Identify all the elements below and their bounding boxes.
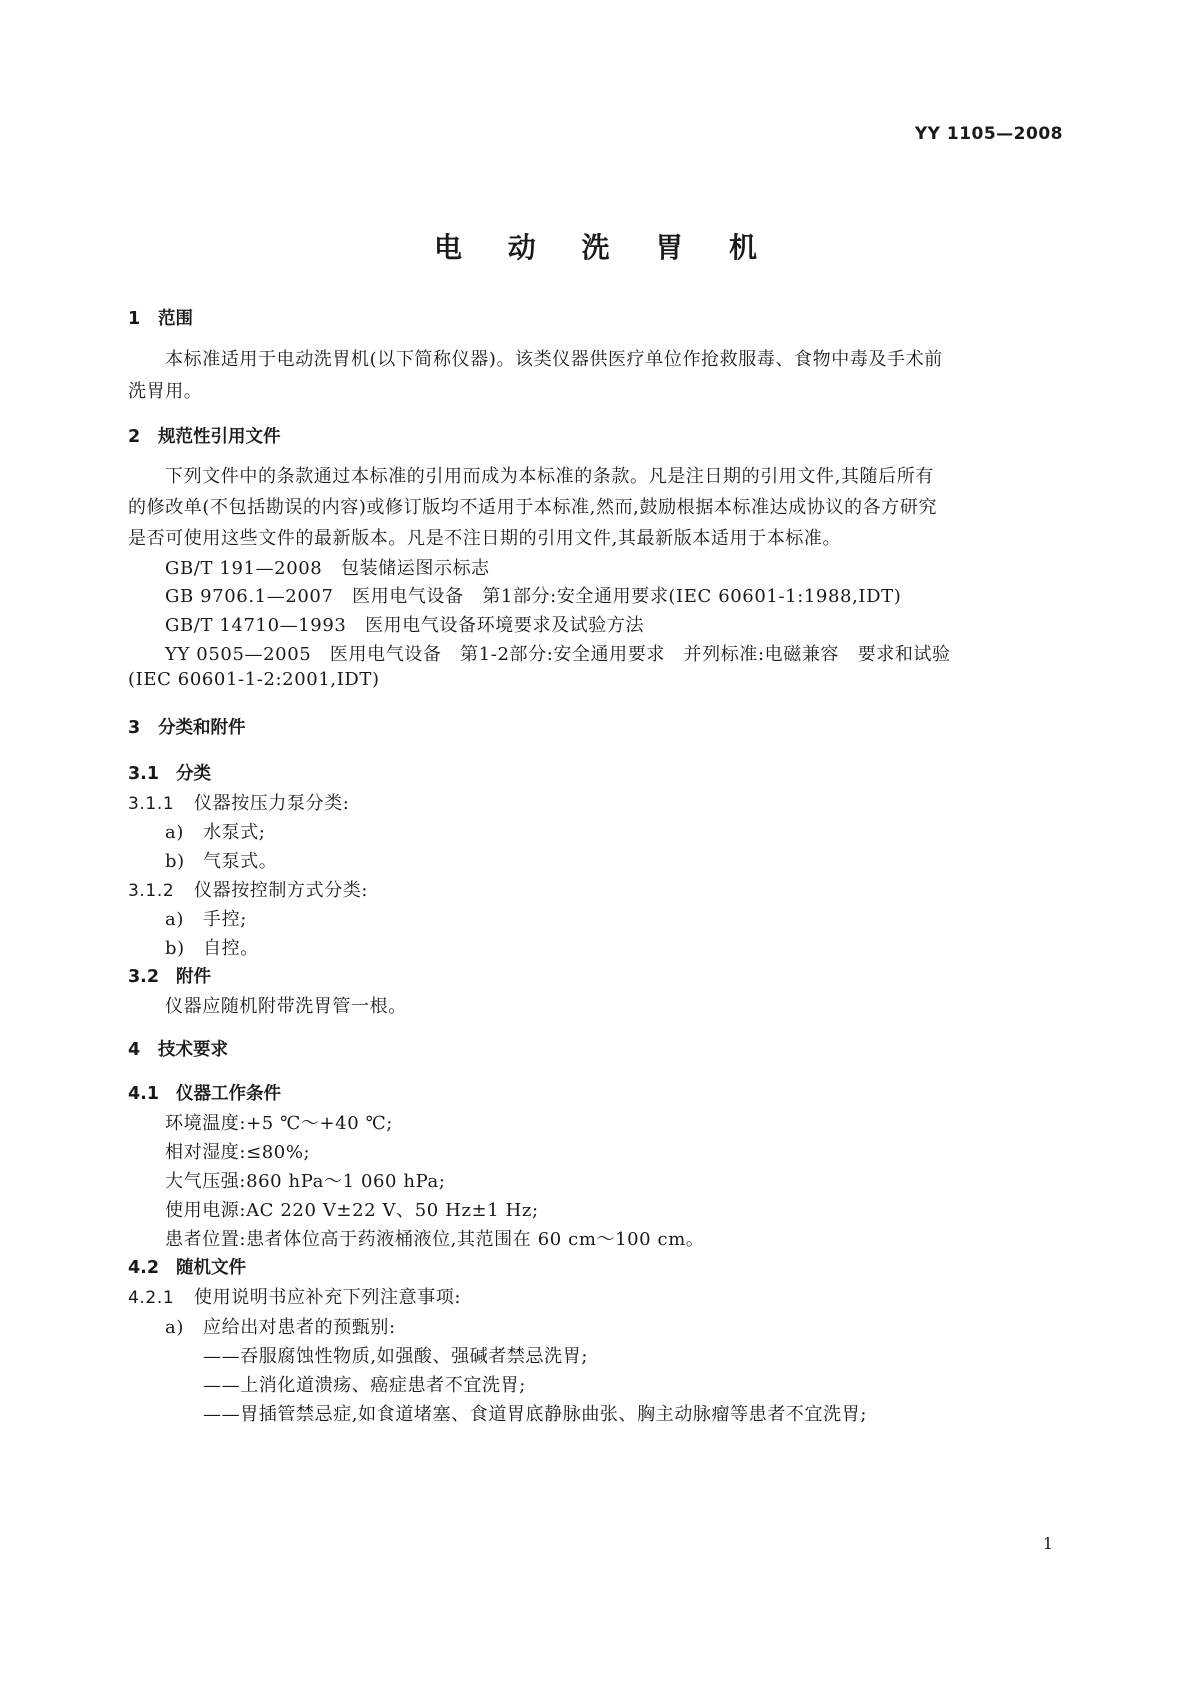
section-1-para-line: 本标准适用于电动洗胃机(以下简称仪器)。该类仪器供医疗单位作抢救服毒、食物中毒及手术前 (165, 349, 943, 370)
reference-item: GB/T 14710—1993 医用电气设备环境要求及试验方法 (165, 615, 645, 636)
section-4-2-number: 4.2 (128, 1258, 160, 1278)
list-item-label: a) (165, 909, 184, 930)
section-4-number: 4 (128, 1040, 141, 1060)
section-2-para-line: 是否可使用这些文件的最新版本。凡是不注日期的引用文件,其最新版本适用于本标准。 (128, 528, 842, 549)
list-item-text: 应给出对患者的预甄别: (203, 1317, 396, 1338)
section-2-number: 2 (128, 427, 141, 447)
section-4-title: 技术要求 (158, 1040, 228, 1060)
standard-code: YY 1105—2008 (914, 124, 1063, 144)
reference-item: YY 0505—2005 医用电气设备 第1-2部分:安全通用要求 并列标准:电磁兼容 要求和试验 (165, 644, 951, 665)
section-4-1-number: 4.1 (128, 1084, 160, 1104)
section-1-number: 1 (128, 309, 141, 329)
section-3-1-title: 分类 (176, 764, 211, 784)
reference-item: GB/T 191—2008 包装储运图示标志 (165, 558, 490, 579)
list-item (165, 934, 259, 960)
section-3-heading (128, 714, 246, 739)
section-3-1-2-number: 3.1.2 (128, 881, 175, 901)
section-3-1-1-text: 仪器按压力泵分类: (194, 793, 350, 814)
list-item-text: 水泵式; (203, 822, 266, 843)
section-3-2-number: 3.2 (128, 967, 160, 987)
list-item-text: 手控; (203, 909, 247, 930)
list-item-label: b) (165, 938, 185, 959)
section-2-para-line: 的修改单(不包括勘误的内容)或修订版均不适用于本标准,然而,鼓励根据本标准达成协议的各方研究 (128, 497, 938, 518)
reference-item: GB 9706.1—2007 医用电气设备 第1部分:安全通用要求(IEC 60601-1:1988,IDT) (165, 586, 902, 607)
section-3-number: 3 (128, 718, 141, 738)
list-item-text: 自控。 (203, 938, 259, 959)
section-2-heading (128, 423, 281, 448)
section-1-para-line: 洗胃用。 (128, 381, 203, 402)
section-3-2-text: 仪器应随机附带洗胃管一根。 (165, 996, 407, 1017)
section-2-title: 规范性引用文件 (158, 427, 281, 447)
section-3-1-1-number: 3.1.1 (128, 794, 175, 814)
section-3-1-2-line (128, 876, 368, 902)
reference-item-continued: (IEC 60601-1-2:2001,IDT) (128, 669, 380, 690)
dash-item: ——吞服腐蚀性物质,如强酸、强碱者禁忌洗胃; (203, 1346, 588, 1367)
list-item (165, 847, 277, 873)
condition-line: 患者位置:患者体位高于药液桶液位,其范围在 60 cm～100 cm。 (165, 1229, 705, 1250)
section-1-heading (128, 305, 193, 330)
section-4-heading (128, 1036, 228, 1061)
condition-line: 大气压强:860 hPa～1 060 hPa; (165, 1171, 446, 1192)
section-3-2-heading (128, 963, 211, 988)
section-4-2-1-line (128, 1283, 461, 1309)
section-3-2-title: 附件 (176, 967, 211, 987)
section-2-para-line: 下列文件中的条款通过本标准的引用而成为本标准的条款。凡是注日期的引用文件,其随后所有 (165, 466, 934, 487)
list-item-label: a) (165, 1317, 184, 1338)
section-4-2-1-number: 4.2.1 (128, 1288, 175, 1308)
section-3-1-1-line (128, 789, 349, 815)
dash-item: ——胃插管禁忌症,如食道堵塞、食道胃底静脉曲张、胸主动脉瘤等患者不宜洗胃; (203, 1404, 867, 1425)
section-3-title: 分类和附件 (158, 718, 246, 738)
list-item-text: 气泵式。 (203, 851, 278, 872)
section-4-1-title: 仪器工作条件 (176, 1084, 281, 1104)
condition-line: 环境温度:+5 ℃～+40 ℃; (165, 1113, 393, 1134)
section-3-1-2-text: 仪器按控制方式分类: (194, 880, 369, 901)
list-item (165, 905, 247, 931)
list-item (165, 1313, 396, 1339)
condition-line: 使用电源:AC 220 V±22 V、50 Hz±1 Hz; (165, 1200, 539, 1221)
section-4-2-heading (128, 1254, 246, 1279)
list-item-label: b) (165, 851, 185, 872)
section-3-1-heading (128, 760, 211, 785)
condition-line: 相对湿度:≤80%; (165, 1142, 311, 1163)
list-item (165, 818, 265, 844)
section-4-2-title: 随机文件 (176, 1258, 246, 1278)
section-3-1-number: 3.1 (128, 764, 160, 784)
document-title: 电 动 洗 胃 机 (434, 231, 775, 264)
section-1-title: 范围 (158, 309, 193, 329)
page-number: 1 (1042, 1534, 1053, 1553)
list-item-label: a) (165, 822, 184, 843)
section-4-2-1-text: 使用说明书应补充下列注意事项: (194, 1287, 462, 1308)
section-4-1-heading (128, 1080, 281, 1105)
dash-item: ——上消化道溃疡、癌症患者不宜洗胃; (203, 1375, 526, 1396)
